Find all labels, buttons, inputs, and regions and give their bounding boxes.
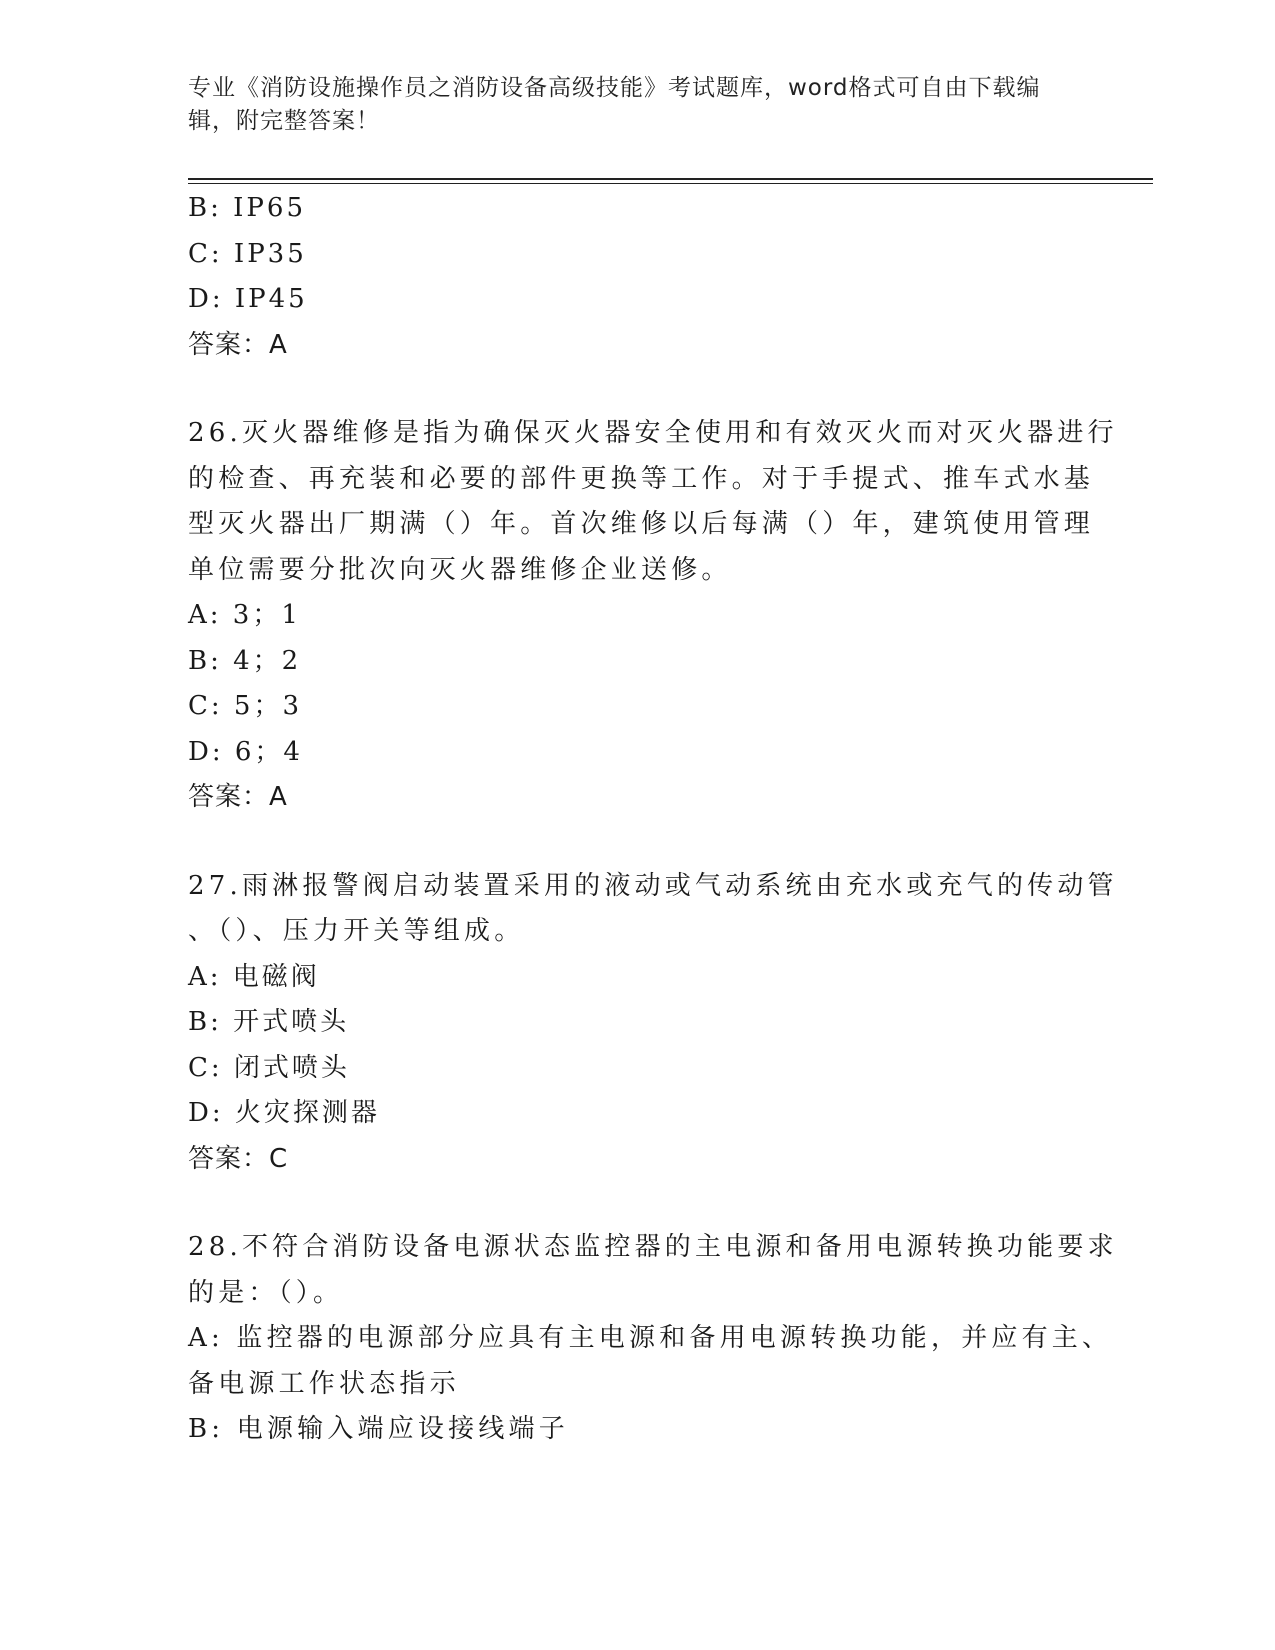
question-line: 、（）、压力开关等组成。 xyxy=(188,916,525,946)
question-line: 的检查、再充装和必要的部件更换等工作。对于手提式、推车式水基 xyxy=(188,463,1095,494)
question-line: 26.灭火器维修是指为确保灭火器安全使用和有效灭火而对灭火器进行 xyxy=(188,418,1118,448)
question-line: 27.雨淋报警阀启动装置采用的液动或气动系统由充水或充气的传动管 xyxy=(188,870,1118,901)
page-header xyxy=(188,72,1078,138)
option-b: B: 电源输入端应设接线端子 xyxy=(188,1414,569,1444)
question-28 xyxy=(188,1225,1118,1453)
option-b: B: 4；2 xyxy=(188,645,302,676)
spacer xyxy=(188,821,1068,864)
option-b: B: 开式喷头 xyxy=(188,1007,350,1037)
option-a: A: 3；1 xyxy=(188,600,301,630)
question-line: 的是：（）。 xyxy=(188,1277,344,1308)
question-content xyxy=(188,186,1118,1453)
option-c: C: 闭式喷头 xyxy=(188,1052,350,1083)
option-a-line-2: 备电源工作状态指示 xyxy=(188,1368,460,1399)
option-d: D: IP45 xyxy=(188,284,308,314)
options-block xyxy=(188,1316,1113,1453)
option-c: C: 5；3 xyxy=(188,691,303,721)
spacer xyxy=(188,1182,1068,1225)
option-d: D: 火灾探测器 xyxy=(188,1098,380,1128)
answer: 答案：A xyxy=(188,782,288,812)
question-27 xyxy=(188,864,1118,1183)
option-d: D: 6；4 xyxy=(188,736,303,767)
option-c: C: IP35 xyxy=(188,238,307,269)
header-rule-thin xyxy=(188,183,1153,184)
question-line: 单位需要分批次向灭火器维修企业送修。 xyxy=(188,554,732,585)
answer: 答案：A xyxy=(188,329,288,360)
header-line-2: 辑，附完整答案！ xyxy=(188,108,380,134)
question-line: 型灭火器出厂期满（）年。首次维修以后每满（）年，建筑使用管理 xyxy=(188,509,1095,539)
answer: 答案：C xyxy=(188,1143,289,1174)
spacer xyxy=(188,368,1068,411)
question-25-tail xyxy=(188,186,1068,368)
option-b: B: IP65 xyxy=(188,193,306,223)
option-a: A: 电磁阀 xyxy=(188,961,320,992)
header-rule-thick xyxy=(188,178,1153,180)
question-text xyxy=(188,1225,1118,1316)
question-text xyxy=(188,411,1118,593)
question-text xyxy=(188,864,1118,955)
question-26 xyxy=(188,411,1118,821)
header-line-1: 专业《消防设施操作员之消防设备高级技能》考试题库，word格式可自由下载编 xyxy=(188,75,1041,101)
option-a-line-1: A: 监控器的电源部分应具有主电源和备用电源转换功能，并应有主、 xyxy=(188,1323,1113,1353)
question-line: 28.不符合消防设备电源状态监控器的主电源和备用电源转换功能要求 xyxy=(188,1232,1118,1262)
